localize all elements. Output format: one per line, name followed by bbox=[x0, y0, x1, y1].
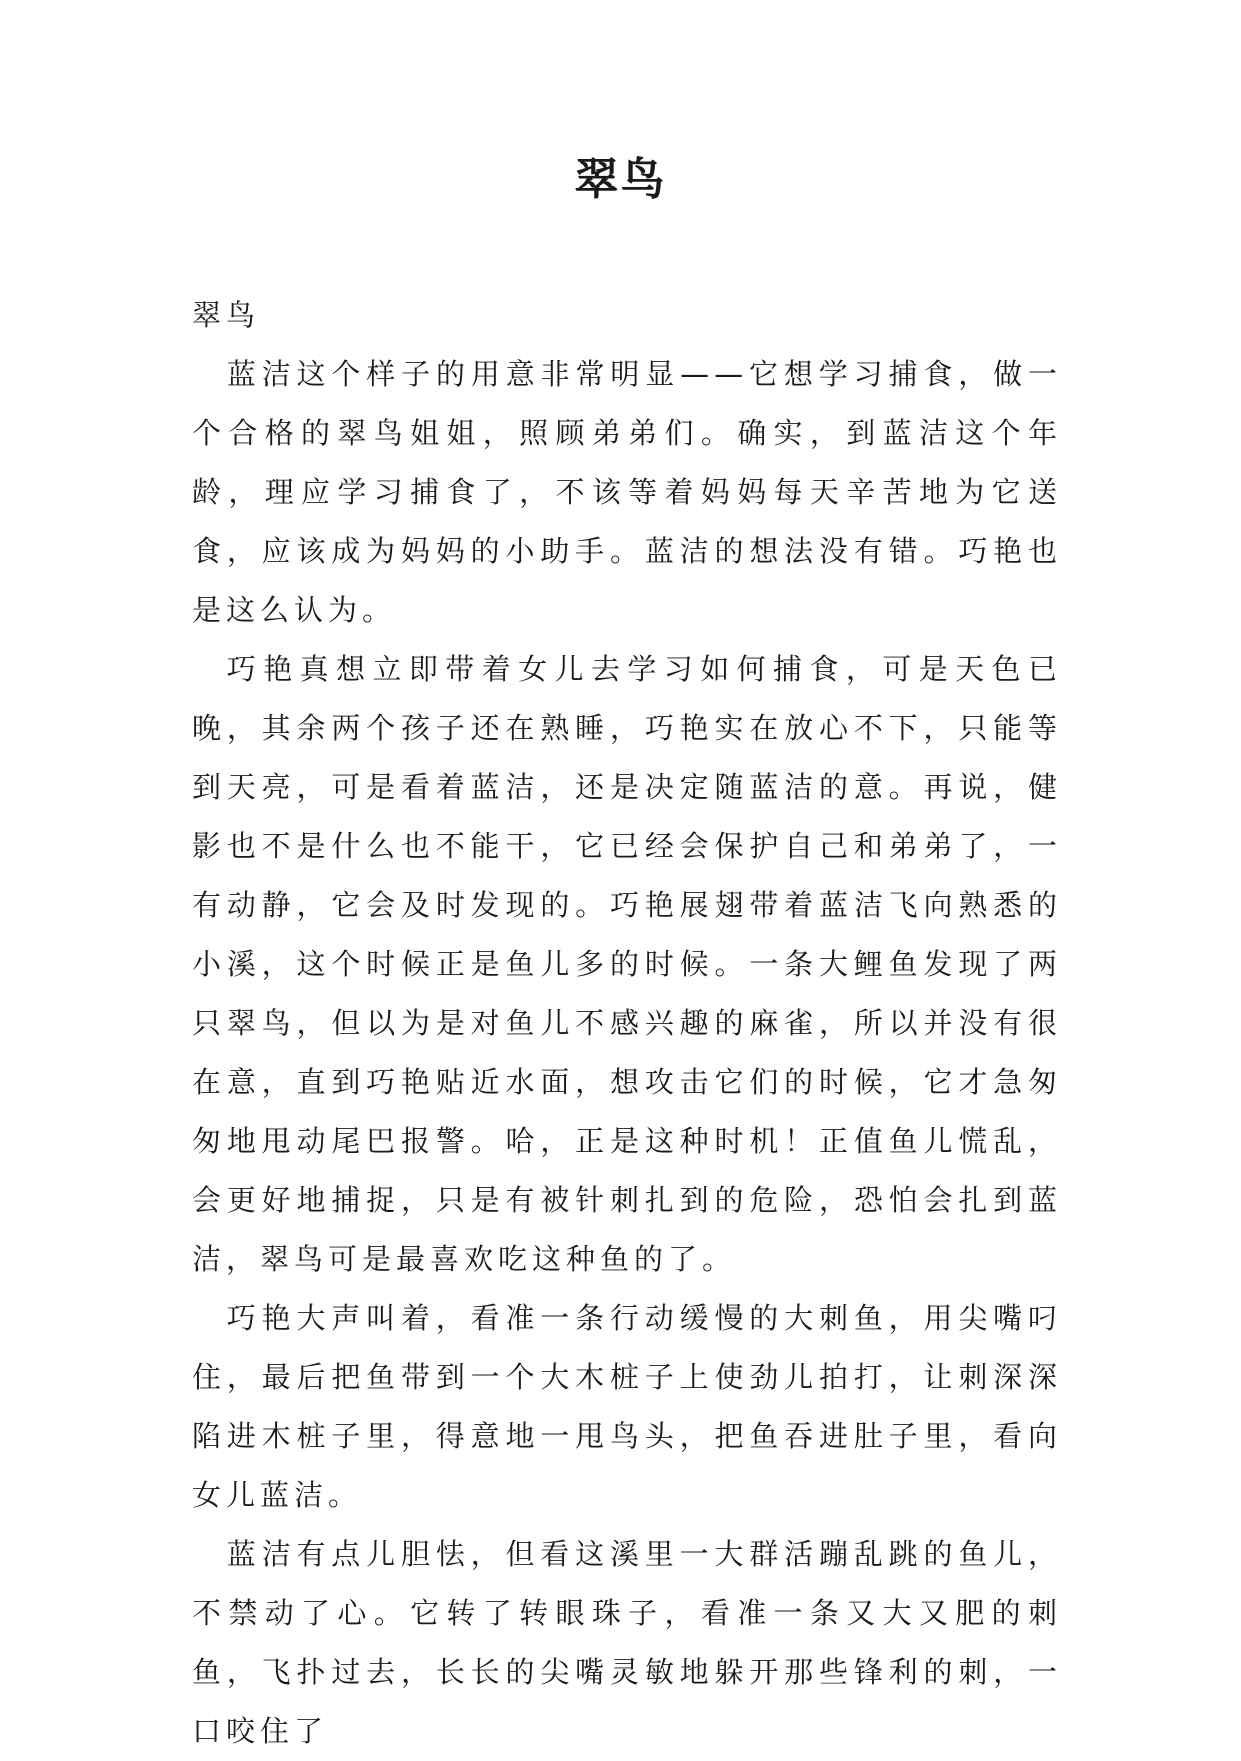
paragraph-4: 蓝洁有点儿胆怯，但看这溪里一大群活蹦乱跳的鱼儿，不禁动了心。它转了转眼珠子，看准一条又大又肥的刺鱼，飞扑过去，长长的尖嘴灵敏地躲开那些锋利的刺，一口咬住了 bbox=[192, 1537, 1062, 1748]
section-subtitle: 翠鸟 bbox=[192, 298, 261, 332]
paragraph-2: 巧艳真想立即带着女儿去学习如何捕食，可是天色已晚，其余两个孩子还在熟睡，巧艳实在放心不下，只能等到天亮，可是看着蓝洁，还是决定随蓝洁的意。再说，健影也不是什么也不能干，它已经会保护自己和弟弟了，一有动静，它会及时发现的。巧艳展翅带着蓝洁飞向熟悉的小溪，这个时候正是鱼儿多的时候。一条大鲤鱼发现了两只翠鸟，但以为是对鱼儿不感兴趣的麻雀，所以并没有很在意，直到巧艳贴近水面，想攻击它们的时候，它才急匆匆地甩动尾巴报警。哈，正是这种时机！正值鱼儿慌乱，会更好地捕捉，只是有被针刺扎到的危险，恐怕会扎到蓝洁，翠鸟可是最喜欢吃这种鱼的了。 bbox=[192, 652, 1062, 1276]
paragraph-3: 巧艳大声叫着，看准一条行动缓慢的大刺鱼，用尖嘴叼住，最后把鱼带到一个大木桩子上使劲儿拍打，让刺深深陷进木桩子里，得意地一甩鸟头，把鱼吞进肚子里，看向女儿蓝洁。 bbox=[192, 1301, 1062, 1512]
document-title: 翠鸟 bbox=[574, 154, 667, 205]
paragraph-1: 蓝洁这个样子的用意非常明显——它想学习捕食，做一个合格的翠鸟姐姐，照顾弟弟们。确实，到蓝洁这个年龄，理应学习捕食了，不该等着妈妈每天辛苦地为它送食，应该成为妈妈的小助手。蓝洁的想法没有错。巧艳也是这么认为。 bbox=[192, 357, 1062, 627]
document-body bbox=[192, 286, 1062, 1761]
